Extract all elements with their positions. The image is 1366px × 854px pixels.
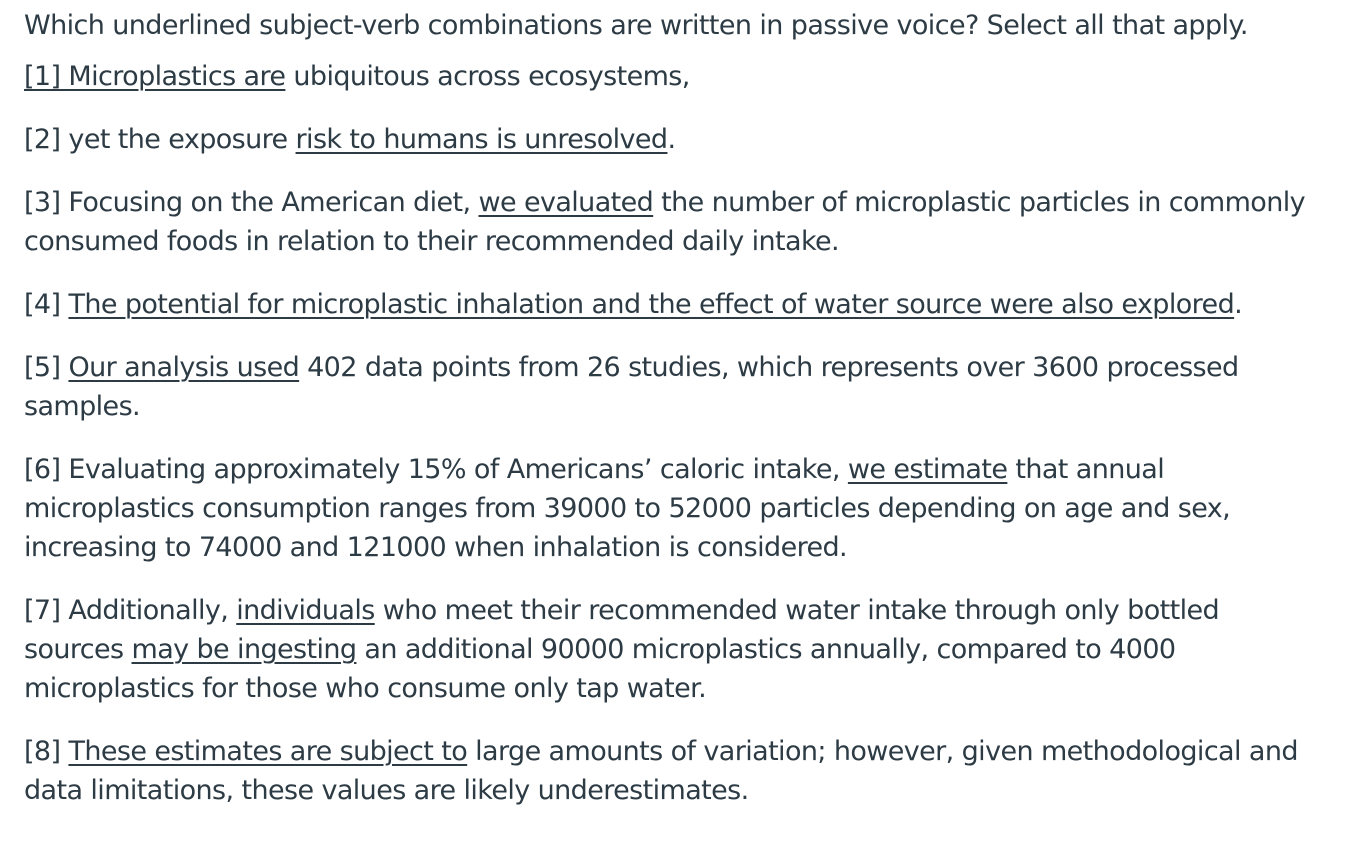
sentence-text: Evaluating approximately 15% of Americans’ caloric intake, [60, 454, 848, 485]
sentence-number: [2] [24, 124, 61, 155]
sentence-text: that annual microplastics consumption ranges from 39000 to 52000 particles depending on age and sex, increasing to 74000 and 121000 when inhalation is considered. [24, 454, 1231, 563]
underlined-phrase-7b[interactable]: may be ingesting [131, 634, 357, 665]
sentence-3 [24, 183, 1324, 261]
sentence-2 [24, 120, 1324, 159]
question-prompt: Which underlined subject-verb combinations are written in passive voice? Select all that apply. [24, 10, 1248, 41]
sentence-text: . [667, 124, 676, 155]
sentence-text: ubiquitous across ecosystems, [285, 61, 690, 92]
underlined-text: Microplastics are [60, 61, 286, 92]
underlined-phrase-6[interactable]: we estimate [847, 454, 1008, 485]
sentence-text: yet the exposure [60, 124, 296, 155]
underlined-phrase-2[interactable]: risk to humans is unresolved [295, 124, 668, 155]
sentence-text: Focusing on the American diet, [60, 187, 479, 218]
underlined-phrase-8[interactable]: These estimates are subject to [68, 736, 468, 767]
underlined-phrase-5[interactable]: Our analysis used [68, 352, 300, 383]
sentence-number: [7] [24, 595, 61, 626]
sentence-text: Additionally, [60, 595, 237, 626]
sentence-text: an additional 90000 microplastics annually, compared to 4000 microplastics for those who consume only tap water. [24, 634, 1176, 704]
sentence-number: [3] [24, 187, 61, 218]
sentence-8 [24, 732, 1324, 810]
sentence-number: [8] [24, 736, 61, 767]
sentence-number: [6] [24, 454, 61, 485]
sentence-number: [5] [24, 352, 61, 383]
sentence-text: . [1234, 289, 1243, 320]
underlined-phrase-3[interactable]: we evaluated [478, 187, 654, 218]
sentence-number: [4] [24, 289, 61, 320]
sentence-number: [1] [24, 61, 61, 92]
sentence-5 [24, 348, 1324, 426]
sentence-4 [24, 285, 1324, 324]
underlined-phrase-7a[interactable]: individuals [236, 595, 375, 626]
sentence-7 [24, 591, 1324, 708]
sentence-text: large amounts of variation; however, given methodological and data limitations, these values are likely underestimates. [24, 736, 1298, 806]
sentence-text: 402 data points from 26 studies, which represents over 3600 processed samples. [24, 352, 1239, 422]
underlined-phrase-4[interactable]: The potential for microplastic inhalation and the effect of water source were also explored [68, 289, 1235, 320]
underlined-phrase-1[interactable] [24, 61, 285, 92]
sentence-1 [24, 57, 1324, 96]
sentence-text: who meet their recommended water intake through only bottled sources [24, 595, 1220, 665]
sentence-text: the number of microplastic particles in commonly consumed foods in relation to their recommended daily intake. [24, 187, 1306, 257]
sentence-6 [24, 450, 1324, 567]
